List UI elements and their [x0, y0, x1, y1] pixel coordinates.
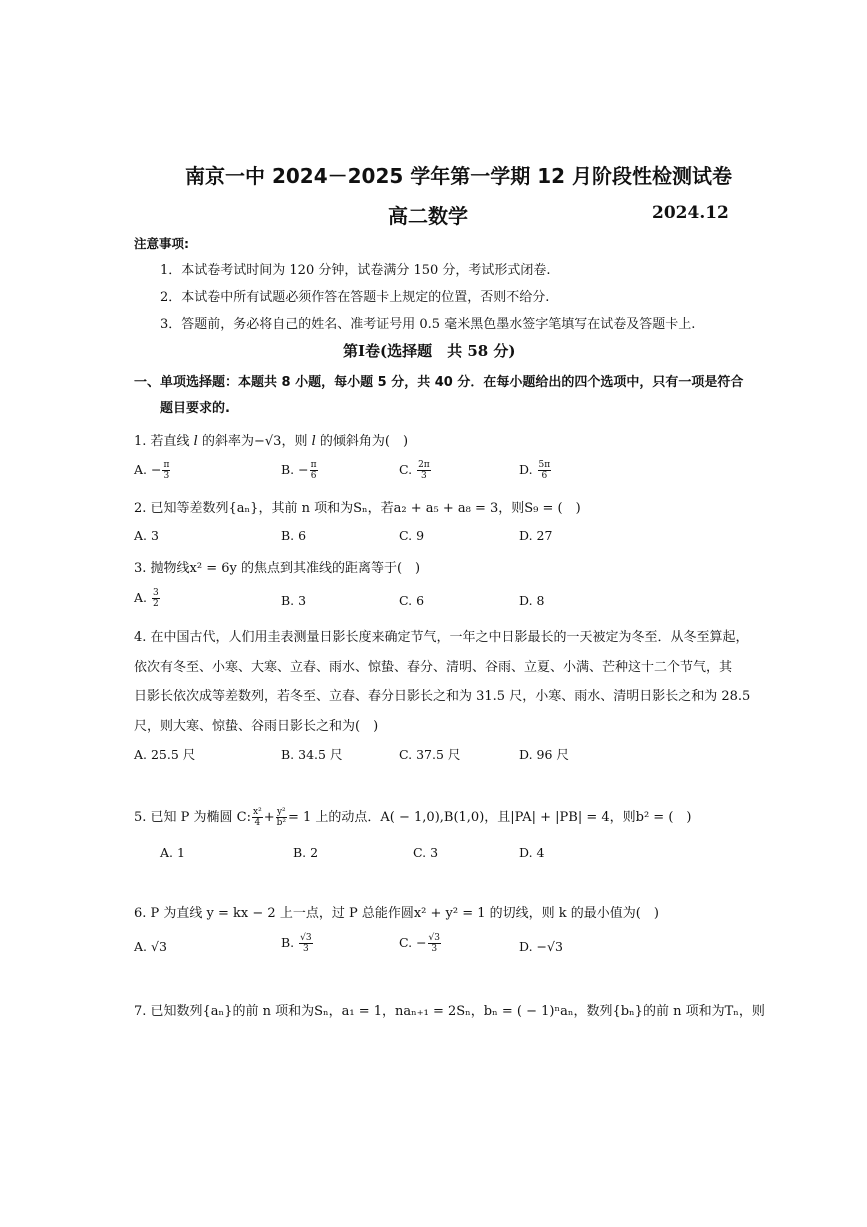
question-4-option-b: B. 34.5 尺 [281, 747, 343, 762]
question-2-option-a: A. 3 [134, 528, 159, 543]
note-item-3: 3．答题前，务必将自己的姓名、准考证号用 0.5 毫米黑色墨水签字笔填写在试卷及答题卡上. [160, 317, 696, 332]
question-1-option-a: A. − $\frac{\pi}{3}$ [134, 460, 170, 481]
question-3-option-d: D. 8 [519, 593, 545, 608]
question-4-option-d: D. 96 尺 [519, 747, 569, 762]
notes-heading: 注意事项: [134, 236, 189, 251]
question-2-stem: 2. 已知等差数列{aₙ}，其前 n 项和为Sₙ，若a₂ + a₅ + a₈ = 3，则S₉ = ( ) [134, 501, 581, 516]
question-5-option-b: B. 2 [293, 845, 319, 860]
question-4-line-2: 依次有冬至、小寒、大寒、立春、雨水、惊蛰、春分、清明、谷雨、立夏、小满、芒种这十二个节气，其 [134, 660, 733, 675]
question-1-option-c: C. $\frac{2\pi}{3}$ [399, 460, 430, 481]
section-instruction-line1: 一、单项选择题：本题共 8 小题，每小题 5 分，共 40 分．在每小题给出的四个选项中，只有一项是符合 [134, 375, 744, 390]
question-4-option-c: C. 37.5 尺 [399, 747, 461, 762]
question-2-option-b: B. 6 [281, 528, 307, 543]
question-6-option-d: D. −√3 [519, 939, 563, 954]
question-3-stem: 3. 抛物线x² = 6y 的焦点到其准线的距离等于( ) [134, 561, 421, 576]
question-1-option-b: B. − $\frac{\pi}{6}$ [281, 460, 317, 481]
question-1-option-d: D. $\frac{5\pi}{6}$ [519, 460, 551, 481]
question-4-line-1: 4. 在中国古代，人们用圭表测量日影长度来确定节气，一年之中日影最长的一天被定为冬至．从冬至算起， [134, 630, 749, 645]
exam-date: 2024.12 [652, 203, 729, 223]
section-title: 第Ⅰ卷(选择题 共 58 分) [343, 342, 516, 360]
note-item-2: 2．本试卷中所有试题必须作答在答题卡上规定的位置，否则不给分. [160, 290, 550, 305]
question-2-option-d: D. 27 [519, 528, 553, 543]
note-item-1: 1．本试卷考试时间为 120 分钟，试卷满分 150 分，考试形式闭卷. [160, 263, 551, 278]
question-5-option-d: D. 4 [519, 845, 545, 860]
subject-title: 高二数学 [388, 204, 468, 228]
question-3-option-a: A. $\frac{3}{2}$ [134, 588, 159, 609]
question-3-option-b: B. 3 [281, 593, 307, 608]
question-5-option-a: A. 1 [160, 845, 185, 860]
question-6-option-a: A. √3 [134, 939, 167, 954]
question-6-option-c: C. − $\frac{√3}{3}$ [399, 933, 441, 954]
question-4-line-4: 尺，则大寒、惊蛰、谷雨日影长之和为( ) [134, 719, 379, 734]
question-4-line-3: 日影长依次成等差数列，若冬至、立春、春分日影长之和为 31.5 尺，小寒、雨水、清明日影长之和为 28.5 [134, 689, 751, 704]
question-1-stem: 1. 若直线 l 的斜率为−√3，则 l 的倾斜角为( ) [134, 434, 409, 449]
question-7-stem: 7. 已知数列{aₙ}的前 n 项和为Sₙ，a₁ = 1，naₙ₊₁ = 2Sₙ，bₙ = ( − 1)ⁿaₙ，数列{bₙ}的前 n 项和为Tₙ，则 [134, 1004, 765, 1019]
question-5-stem: 5. 已知 P 为椭圆 C: $\frac{\text{x²}}{4}$ + $\frac{\text{y²}}{\text{b²}}$ = 1 上的动点．A( − 1,0),B(1,0)，且|PA| + |PB| = 4，则b² = ( ) [134, 807, 692, 828]
exam-title: 南京一中 2024－2025 学年第一学期 12 月阶段性检测试卷 [185, 164, 733, 188]
question-3-option-c: C. 6 [399, 593, 425, 608]
question-2-option-c: C. 9 [399, 528, 425, 543]
section-instruction-line2: 题目要求的. [160, 401, 230, 416]
question-6-stem: 6. P 为直线 y = kx − 2 上一点，过 P 总能作圆x² + y² = 1 的切线，则 k 的最小值为( ) [134, 906, 659, 921]
question-6-option-b: B. $\frac{√3}{3}$ [281, 933, 312, 954]
question-4-option-a: A. 25.5 尺 [134, 747, 196, 762]
question-5-option-c: C. 3 [413, 845, 439, 860]
